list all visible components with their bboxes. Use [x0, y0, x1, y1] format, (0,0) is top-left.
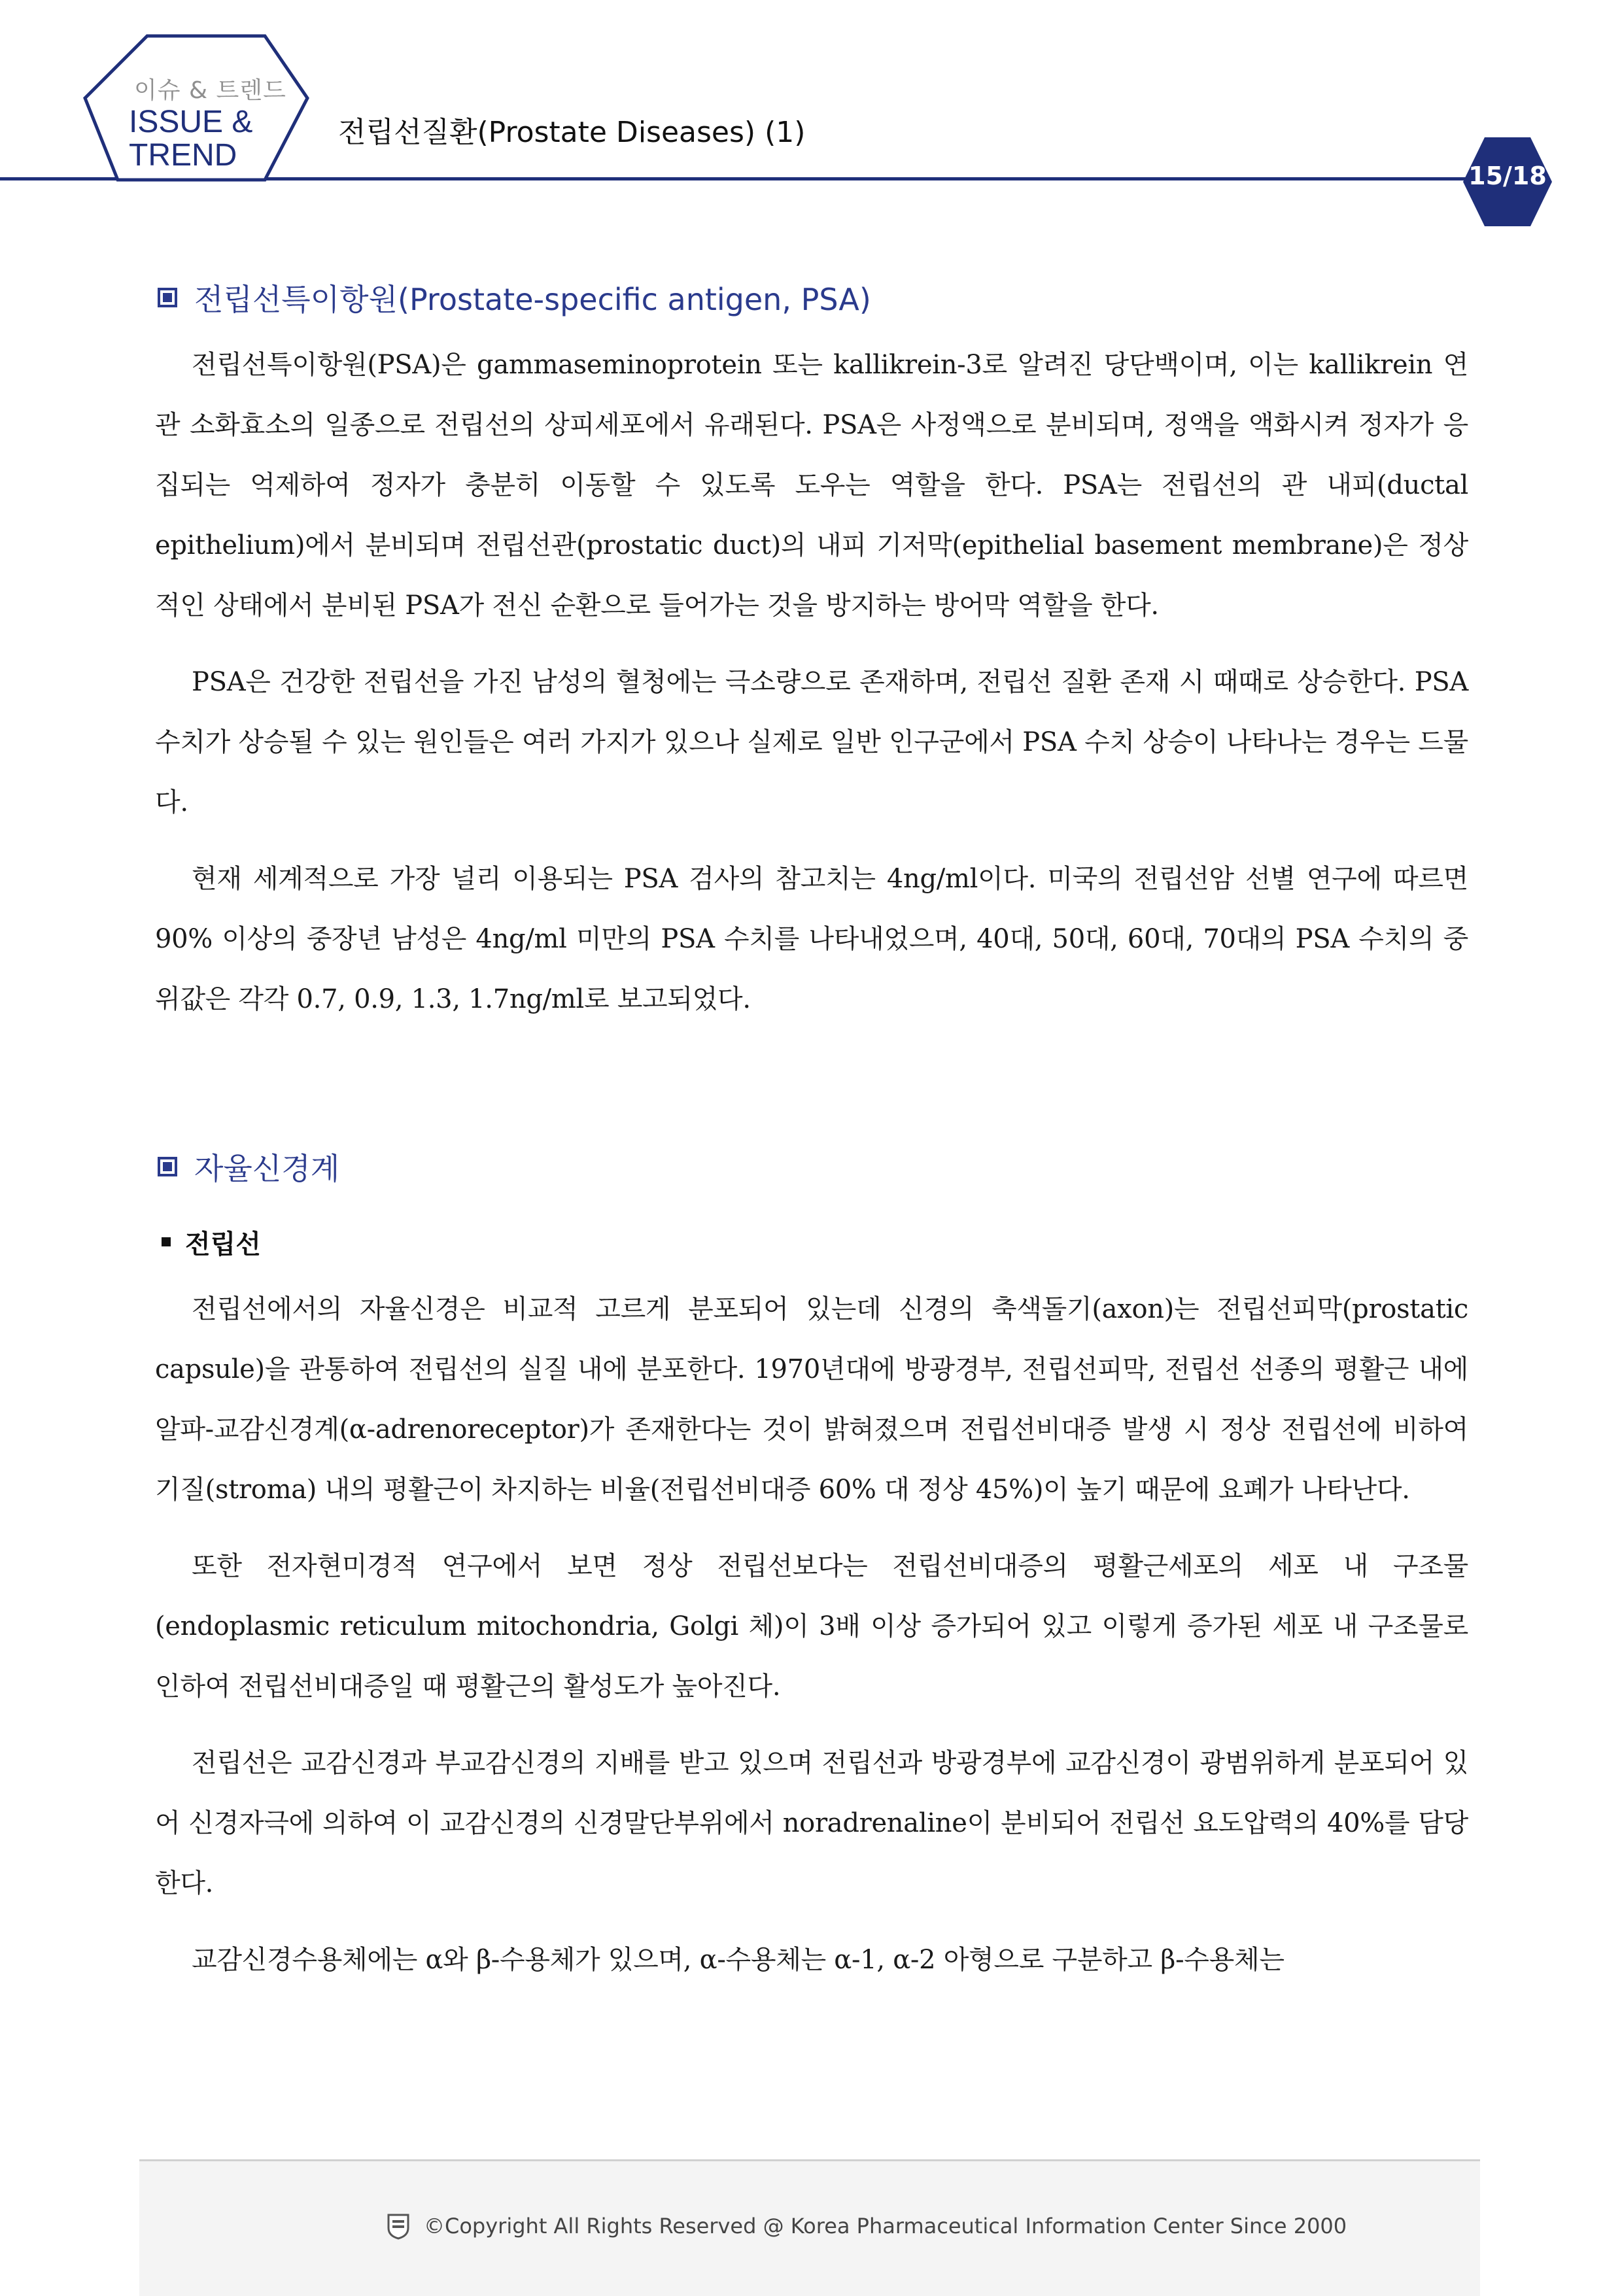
section-heading-psa: [155, 275, 1468, 320]
section-heading-psa-text: 전립선특이항원(Prostate-specific antigen, PSA): [194, 282, 871, 317]
section-heading-autonomic-text: 자율신경계: [194, 1151, 340, 1186]
footer: [139, 2159, 1480, 2296]
page-content: [155, 275, 1468, 1990]
copyright-text: ©Copyright All Rights Reserved @ Korea Pharmaceutical Information Center Since 2000: [424, 2214, 1347, 2238]
section-square-icon: [158, 288, 177, 307]
subheading-prostate-text: 전립선: [185, 1229, 261, 1259]
paragraph-ans-2: 또한 전자현미경적 연구에서 보면 정상 전립선보다는 전립선비대증의 평활근세포의 세포 내 구조물(endoplasmic reticulum mitochondria, Golgi 체)이 3배 이상 증가되어 있고 이렇게 증가된 세포 내 구조물로 인하여 전립선비대증일 때 평활근의 활성도가 높아진다.: [155, 1551, 1468, 1702]
paragraph-psa-2: PSA은 건강한 전립선을 가진 남성의 혈청에는 극소량으로 존재하며, 전립선 질환 존재 시 때때로 상승한다. PSA 수치가 상승될 수 있는 원인들은 여러 가지가 있으나 실제로 일반 인구군에서 PSA 수치 상승이 나타나는 경우는 드물다.: [155, 667, 1468, 817]
badge-korean-label: 이슈 & 트렌드: [134, 77, 286, 104]
badge-issue-label: ISSUE &: [129, 105, 253, 139]
bullet-square-icon: [162, 1237, 171, 1246]
page-number: 15/18: [1468, 162, 1547, 190]
kpic-logo-icon: [386, 2212, 411, 2240]
badge-trend-label: TREND: [129, 138, 237, 173]
paragraph-ans-1: 전립선에서의 자율신경은 비교적 고르게 분포되어 있는데 신경의 축색돌기(axon)는 전립선피막(prostatic capsule)을 관통하여 전립선의 실질 내에 분포한다. 1970년대에 방광경부, 전립선피막, 전립선 선종의 평활근 내에 알파-교감신경계(α-adrenoreceptor)가 존재한다는 것이 밝혀졌으며 전립선비대증 발생 시 정상 전립선에 비하여 기질(stroma) 내의 평활근이 차지하는 비율(전립선비대증 60% 대 정상 45%)이 높기 때문에 요폐가 나타난다.: [155, 1294, 1468, 1505]
subheading-prostate: [155, 1219, 1468, 1265]
section-heading-autonomic: [155, 1144, 1468, 1190]
document-title: 전립선질환(Prostate Diseases) (1): [338, 116, 806, 149]
section-square-icon: [158, 1157, 177, 1176]
paragraph-psa-3: 현재 세계적으로 가장 널리 이용되는 PSA 검사의 참고치는 4ng/ml이다. 미국의 전립선암 선별 연구에 따르면 90% 이상의 중장년 남성은 4ng/ml 미만의 PSA 수치를 나타내었으며, 40대, 50대, 60대, 70대의 PSA 수치의 중위값은 각각 0.7, 0.9, 1.3, 1.7ng/ml로 보고되었다.: [155, 864, 1468, 1014]
paragraph-ans-3: 전립선은 교감신경과 부교감신경의 지배를 받고 있으며 전립선과 방광경부에 교감신경이 광범위하게 분포되어 있어 신경자극에 의하여 이 교감신경의 신경말단부위에서 noradrenaline이 분비되어 전립선 요도압력의 40%를 담당한다.: [155, 1748, 1468, 1898]
paragraph-ans-4: 교감신경수용체에는 α와 β-수용체가 있으며, α-수용체는 α-1, α-2 아형으로 구분하고 β-수용체는: [192, 1945, 1285, 1975]
paragraph-psa-1: 전립선특이항원(PSA)은 gammaseminoprotein 또는 kallikrein-3로 알려진 당단백이며, 이는 kallikrein 연관 소화효소의 일종으로 전립선의 상피세포에서 유래된다. PSA은 사정액으로 분비되며, 정액을 액화시켜 정자가 응집되는 억제하여 정자가 충분히 이동할 수 있도록 도우는 역할을 한다. PSA는 전립선의 관 내피(ductal epithelium)에서 분비되며 전립선관(prostatic duct)의 내피 기저막(epithelial basement membrane)은 정상적인 상태에서 분비된 PSA가 전신 순환으로 들어가는 것을 방지하는 방어막 역할을 한다.: [155, 350, 1468, 621]
